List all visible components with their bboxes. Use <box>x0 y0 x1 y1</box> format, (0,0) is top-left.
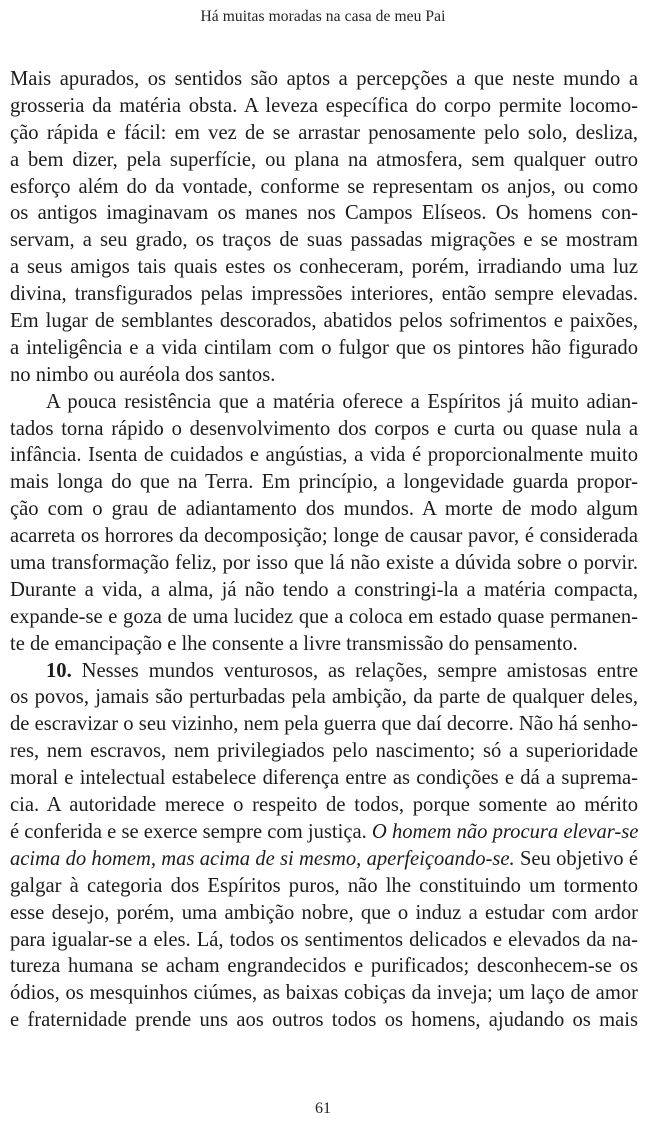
text-line: res, nem escravos, nem privilegiados pelo nascimento; só a superioridade <box>10 740 638 763</box>
text-line: os povos, jamais são perturbadas pela ambição, da parte de qualquer deles, <box>10 686 638 709</box>
text-line: Em lugar de semblantes descorados, abatidos pelos sofrimentos e paixões, <box>10 310 638 333</box>
text-line: te de emancipação e lhe consente a livre transmissão do pensamento. <box>10 632 578 655</box>
text-line: galgar à categoria dos Espíritos puros, não lhe constituindo um tormento <box>10 874 638 897</box>
text-line: tados torna rápido o desenvolvimento dos corpos e curta ou quase nula a <box>10 417 638 440</box>
italic-span: acima do homem, mas acima de si mesmo, aperfeiçoando-se. <box>10 847 515 870</box>
body-text <box>10 66 638 1034</box>
running-head: Há muitas moradas na casa de meu Pai <box>200 8 446 25</box>
text-line: tureza humana se acham engrandecidos e purificados; desconhecem-se os <box>10 955 638 978</box>
text-line: a bem dizer, pela superfície, ou plana na atmosfera, sem qualquer outro <box>10 148 638 171</box>
page-number: 61 <box>315 1100 331 1117</box>
text-line: a seus amigos tais quais estes os conheceram, porém, irradiando uma luz <box>10 256 638 279</box>
text-line <box>10 846 638 873</box>
text-line: infância. Isenta de cuidados e angústias, a vida é proporcionalmente muito <box>10 444 638 467</box>
italic-span: O homem não procura elevar-se <box>371 820 639 843</box>
section-number: 10. <box>46 659 72 682</box>
text-line: divina, transfigurados pelas impressões interiores, então sempre elevadas. <box>10 283 638 306</box>
text-line: no nimbo ou auréola dos santos. <box>10 363 276 386</box>
text-line: cia. A autoridade merece o respeito de todos, porque somente ao mérito <box>10 794 638 817</box>
text-line: mais longa do que na Terra. Em princípio, a longevidade guarda propor- <box>10 471 638 494</box>
text-span: é conferida e se exerce sempre com justiça. <box>10 820 372 843</box>
text-span: Nesses mundos venturosos, as relações, sempre amistosas entre <box>71 659 638 682</box>
text-line: os antigos imaginavam os manes nos Campos Elíseos. Os homens con- <box>10 202 638 225</box>
text-line: servam, a seu grado, os traços de suas passadas migrações e se mostram <box>10 229 638 252</box>
text-line: e fraternidade prende uns aos outros todos os homens, ajudando os mais <box>10 1009 638 1032</box>
text-line: uma transformação feliz, por isso que lá não existe a dúvida sobre o porvir. <box>10 552 638 575</box>
text-line: esse desejo, porém, uma ambição nobre, que o induz a estudar com ardor <box>10 901 638 924</box>
text-line: de escravizar o seu vizinho, nem pela guerra que daí decorre. Não há senho- <box>10 713 638 736</box>
text-line <box>10 819 638 846</box>
text-line: acarreta os horrores da decomposição; longe de causar pavor, é considerada <box>10 525 638 548</box>
text-line: ódios, os mesquinhos ciúmes, as baixas cobiças da inveja; um laço de amor <box>10 982 638 1005</box>
text-line: moral e intelectual estabelece diferença entre as condições e dá a suprema- <box>10 767 638 790</box>
text-line: grosseria da matéria obsta. A leveza específica do corpo permite locomo- <box>10 94 638 117</box>
text-line: ção com o grau de adiantamento dos mundos. A morte de modo algum <box>10 498 638 521</box>
text-line-indented <box>10 658 638 685</box>
text-span: Seu objetivo é <box>514 847 638 870</box>
text-line-indented: A pouca resistência que a matéria oferece a Espíritos já muito adian- <box>46 390 638 413</box>
text-line: Durante a vida, a alma, já não tendo a constringi-la a matéria compacta, <box>10 578 638 601</box>
text-line: esforço além do da vontade, conforme se representam os anjos, ou como <box>10 175 638 198</box>
text-line: Mais apurados, os sentidos são aptos a percepções a que neste mundo a <box>10 68 638 90</box>
text-line: a inteligência e a vida cintilam com o fulgor que os pintores hão figurado <box>10 336 638 359</box>
text-line: ção rápida e fácil: em vez de se arrastar penosamente pelo solo, desliza, <box>10 121 638 144</box>
text-line: para igualar-se a eles. Lá, todos os sentimentos delicados e elevados da na- <box>10 928 638 951</box>
text-line: expande-se e goza de uma lucidez que a coloca em estado quase permanen- <box>10 605 638 628</box>
